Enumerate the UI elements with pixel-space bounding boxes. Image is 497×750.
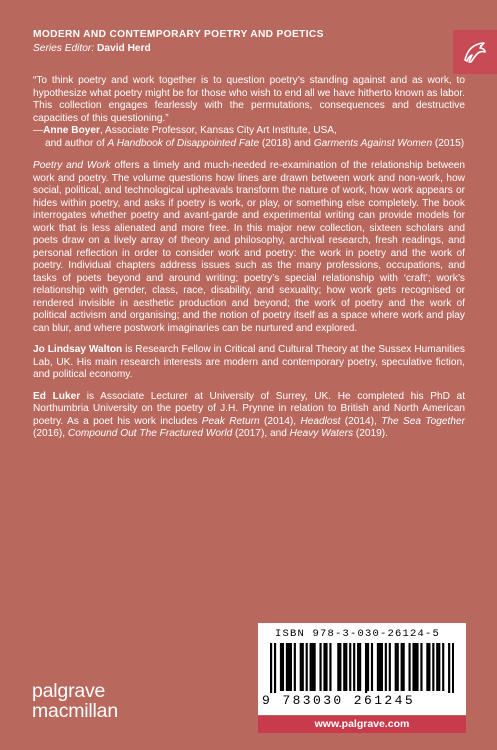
bio2-work5-year: (2019). — [353, 428, 388, 439]
series-editor-name: David Herd — [97, 43, 151, 54]
barcode-bar — [397, 643, 399, 691]
barcode-bar — [381, 643, 383, 691]
quote-author: Anne Boyer — [43, 125, 100, 136]
series-editor-label: Series Editor: — [33, 43, 95, 54]
quote-dash: — — [33, 125, 44, 136]
barcode-bar — [345, 643, 347, 691]
barcode-bar — [359, 643, 361, 691]
barcode-bar — [288, 643, 290, 691]
quote-and-author-of: and author of — [45, 137, 108, 149]
barcode-bar — [282, 643, 284, 691]
springer-badge — [453, 30, 497, 74]
barcode-bar — [306, 643, 308, 691]
endorsement-quote — [33, 75, 465, 150]
barcode-bar — [343, 643, 345, 691]
barcode-bar — [428, 643, 430, 691]
book-title: Poetry and Work — [33, 160, 111, 171]
bio2-work1-year: (2014), — [259, 415, 301, 427]
barcode-bar — [349, 643, 351, 691]
bio2-work3-year: (2016), — [33, 428, 68, 439]
bio2-work2-year: (2014), — [340, 415, 382, 427]
barcode-bar — [442, 643, 444, 691]
barcode-bar — [438, 643, 440, 691]
barcode-bar — [357, 643, 359, 691]
series-title: MODERN AND CONTEMPORARY POETRY AND POETICS — [33, 29, 324, 40]
cover-body — [33, 75, 465, 441]
barcode-bar — [395, 643, 397, 691]
bio1-text: is Research Fellow in Critical and Cultural Theory at the Sussex Humanities Lab, UK. His main research interests are modern and contemporary poetry, speculative fiction, and political economy. — [33, 344, 465, 380]
barcode-bar — [290, 643, 292, 691]
bio2-text1: is Associate Lecturer at University of Surrey, UK. He completed his PhD at Northumbria University on the poetry of J.H. Prynne in relation to British and North American poetry. As a poet his work includes — [33, 390, 466, 427]
barcode-bar — [377, 643, 379, 691]
barcode-bar — [367, 643, 369, 691]
bio2-work2: Headlost — [300, 415, 341, 427]
barcode-bar — [385, 643, 387, 691]
bio1-name: Jo Lindsay Walton — [33, 344, 123, 355]
barcode-bar — [274, 643, 276, 693]
quote-text: “To think poetry and work together is to question poetry’s standing against and as work, to hypothesize what poetry might be for those who wish to end all we have hitherto known as labor. This collection engages fearlessly with the permutations, consequences and destructive capacities of this questioning.” — [33, 75, 465, 124]
isbn-label: ISBN 978-3-030-26124-5 — [275, 628, 441, 640]
barcode-bar — [300, 643, 302, 691]
barcode-bar — [426, 643, 428, 691]
bio2-work4-year: (2017), and — [232, 428, 290, 439]
barcode-bar — [412, 643, 414, 691]
publisher-line2: macmillan — [32, 700, 118, 722]
bio2-name: Ed Luker — [33, 390, 81, 402]
barcode-bar — [389, 643, 391, 691]
publisher-line1: palgrave — [32, 680, 106, 702]
bio2-work3: The Sea Together — [381, 415, 465, 427]
book-description — [33, 160, 465, 335]
barcode-bar — [286, 643, 288, 691]
quote-affiliation: , Associate Professor, Kansas City Art Institute, USA, — [99, 125, 337, 136]
barcode-bar — [379, 643, 381, 691]
barcode-bar — [312, 643, 314, 691]
barcode-bar — [371, 643, 373, 691]
barcode-bar — [339, 643, 341, 691]
editor-bio-walton — [33, 344, 465, 382]
barcode-box — [258, 623, 466, 715]
barcode-bar — [270, 643, 272, 693]
barcode-bar — [403, 643, 405, 691]
barcode-bars — [270, 643, 454, 693]
barcode-bar — [310, 643, 312, 691]
series-header — [0, 0, 497, 62]
barcode-bar — [452, 643, 454, 693]
quote-book1-year: (2018) and — [259, 137, 314, 149]
barcode-bar — [401, 643, 403, 691]
barcode-bar — [365, 643, 367, 693]
barcode-bar — [420, 643, 422, 691]
quote-book2-year: (2015) — [432, 137, 465, 149]
barcode-bar — [448, 643, 450, 693]
description-text: offers a timely and much-needed re-examination of the relationship between work and poetry. The volume questions how lines are drawn between work and non-work, how social, political, and technological upheavals transform the nature of work, how work appears or hides within poetry, and asks if poetry is work, or play, or something else completely. The book interrogates whether poetry and avant-garde and experimental writing can provide models for work that is less alienated and more free. In this major new collection, sixteen scholars and poets draw on a lively array of theory and philosophy, archival research, fresh readings, and personal reflection in order to consider work and poetry: the work in poetry and the work of poetry. Individual chapters address issues such as the many professions, occupations, and tasks of poets beyond and around writing; poetry’s special relationship with ‘craft’; work’s relationship with gender, class, race, disability, and sexuality; how work gets recognised or rendered invisible in aesthetic production and beyond; the work of poetry and the work of political activism and organising; and the notion of poetry itself as a space where work and play can blur, and where postwork imaginaries can be nurtured and explored. — [33, 160, 466, 334]
barcode-bar — [280, 643, 282, 691]
barcode-bar — [329, 643, 331, 691]
barcode-bar — [302, 643, 304, 691]
series-editor — [33, 43, 151, 54]
barcode-bar — [414, 643, 416, 691]
bio2-work5: Heavy Waters — [289, 428, 354, 439]
publisher-logo — [32, 681, 142, 721]
barcode-bar — [319, 643, 321, 691]
barcode-digits: 9 783030 261245 — [262, 693, 416, 708]
quote-book2: Garments Against Women — [313, 137, 433, 149]
editor-bio-luker — [33, 391, 465, 441]
publisher-url[interactable]: www.palgrave.com — [258, 716, 466, 733]
bio2-work4: Compound Out The Fractured World — [67, 428, 233, 439]
barcode-bar — [325, 643, 327, 691]
quote-book1: A Handbook of Disappointed Fate — [107, 137, 260, 149]
barcode-bar — [416, 643, 418, 691]
barcode-bar — [436, 643, 438, 691]
barcode-bar — [337, 643, 339, 691]
barcode-bar — [408, 643, 410, 691]
barcode-bar — [353, 643, 355, 691]
barcode-bar — [294, 643, 296, 691]
springer-horse-icon — [461, 38, 489, 66]
barcode-bar — [432, 643, 434, 691]
bio2-work1: Peak Return — [201, 415, 260, 427]
barcode-bar — [323, 643, 325, 691]
barcode-bar — [314, 643, 316, 691]
